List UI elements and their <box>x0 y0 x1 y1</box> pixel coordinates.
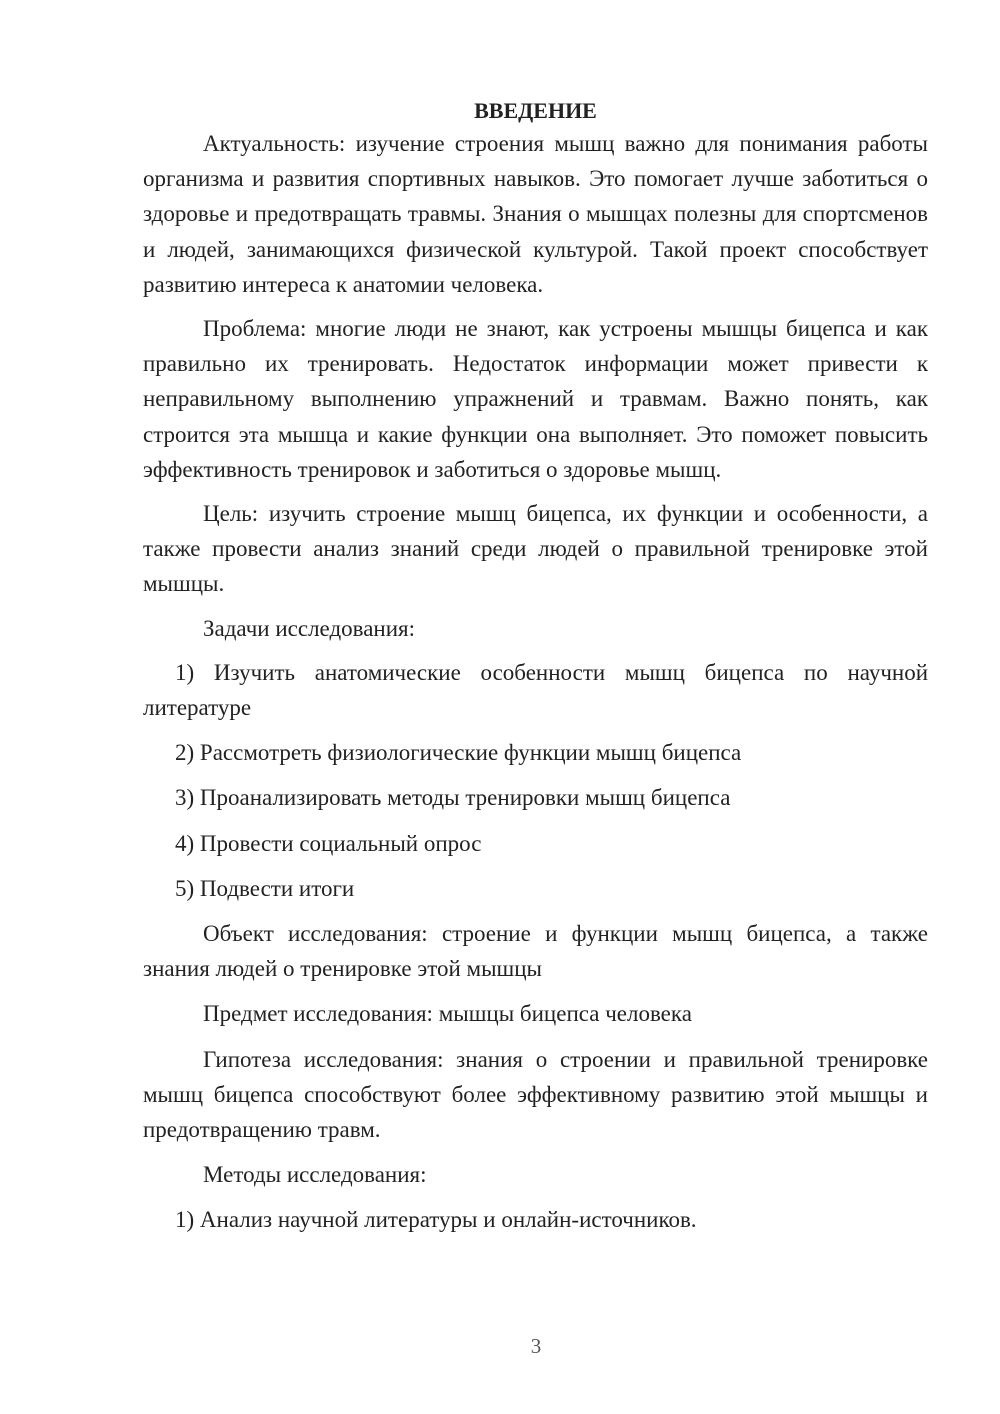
paragraph-relevance: Актуальность: изучение строения мышц важно для понимания работы организма и развития спортивных навыков. Это помогает лучше заботиться о здоровье и предотвращать травмы. Знания о мышцах полезны для спортсменов и людей, занимающихся физической культурой. Такой проект способствует развитию интереса к анатомии человека. <box>143 131 928 297</box>
tasks-heading: Задачи исследования: <box>203 615 416 641</box>
task-item-4: 4) Провести социальный опрос <box>175 830 482 856</box>
method-item-1: 1) Анализ научной литературы и онлайн-источников. <box>175 1207 697 1233</box>
paragraph-goal: Цель: изучить строение мышц бицепса, их функции и особенности, а также провести анализ знаний среди людей о правильной тренировке этой мышцы. <box>143 501 928 597</box>
page-content <box>143 94 928 1238</box>
paragraph-problem: Проблема: многие люди не знают, как устроены мышцы бицепса и как правильно их тренировать. Недостаток информации может привести к неправильному выполнению упражнений и травмам. Важно понять, как строится эта мышца и какие функции она выполняет. Это поможет повысить эффективность тренировок и заботиться о здоровье мышц. <box>143 316 928 482</box>
methods-heading: Методы исследования: <box>203 1162 427 1188</box>
paragraph-subject: Предмет исследования: мышцы бицепса человека <box>203 1001 692 1027</box>
paragraph-object: Объект исследования: строение и функции мышц бицепса, а также знания людей о тренировке этой мышцы <box>143 921 928 982</box>
task-item-3: 3) Проанализировать методы тренировки мышц бицепса <box>175 785 731 811</box>
task-item-5: 5) Подвести итоги <box>175 875 355 901</box>
section-title: ВВЕДЕНИЕ <box>474 98 597 123</box>
paragraph-hypothesis: Гипотеза исследования: знания о строении и правильной тренировке мышц бицепса способствуют более эффективному развитию этой мышцы и предотвращению травм. <box>143 1046 928 1143</box>
task-item-1: 1) Изучить анатомические особенности мышц бицепса по научной литературе <box>143 659 928 721</box>
page-number: 3 <box>530 1334 542 1358</box>
task-item-2: 2) Рассмотреть физиологические функции мышц бицепса <box>175 740 742 766</box>
